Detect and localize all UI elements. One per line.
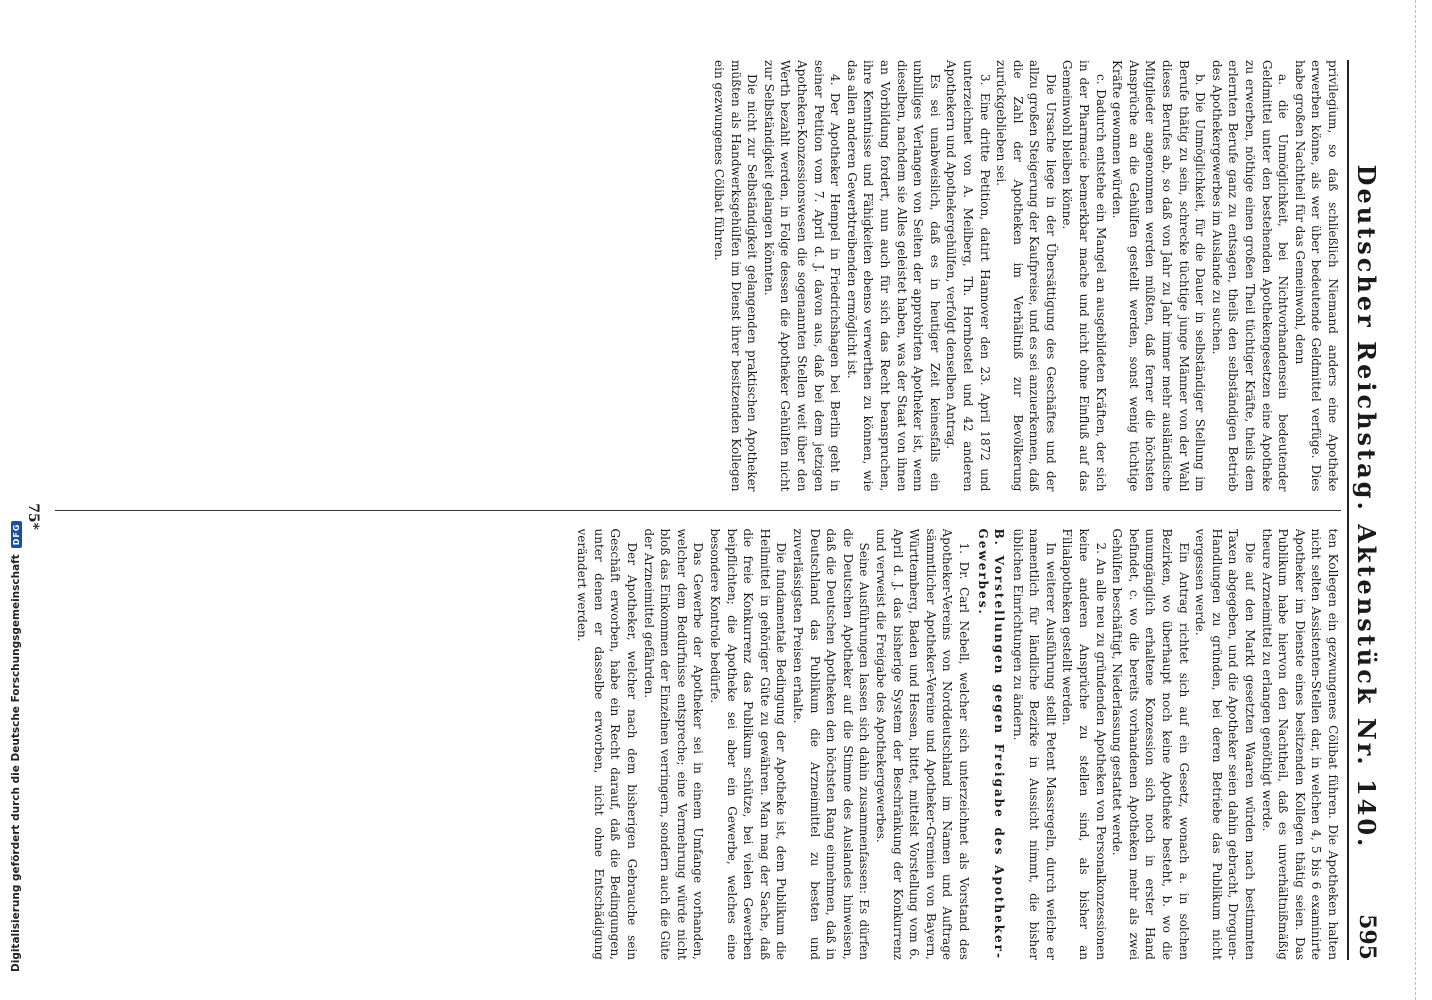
text-columns (55, 60, 1341, 960)
left-paragraph: Die Ursache liege in der Übersättigung des Geschäftes und der allzu großen Steigerung der Kaufpreise, und es sei anzuerkennen, daß die Zahl der Apotheken im Verhältniß zur Bevölkerung zurückgeblieben sei. (994, 60, 1058, 492)
section-heading: B. Vorstellungen gegen Freigabe des Apotheker-Gewerbes. (975, 528, 1007, 960)
right-paragraph: Die fundamentale Bedingung der Apotheke ist, dem Publikum die Heilmittel in gehöriger Güte zu gewähren. Man mag der Sache, daß die freie Konkurrenz das Publikum schütze, bei vielen Gewerben beipflichten; die Apotheke sei aber ein Gewerbe, welches eine besondere Kontrole bedürfe. (708, 528, 789, 960)
left-paragraph: b. Die Unmöglichkeit, für die Dauer in selbständiger Stellung im Berufe thätig zu sein, schrecke tüchtige junge Männer von der Wahl dieses Berufes ab, so daß von Jahr zu Jahr immer mehr ausländische Mitglieder angenommen werden müßten, daß ferner die höchsten Ansprüche an die Gehülfen gestellt werden, sonst wenig tüchtige Kräfte gewonnen würden. (1110, 60, 1208, 492)
right-paragraph: Die auf den Markt gesetzten Waaren würden nach bestimmten Taxen abgegeben, und die Apotheker seien dahin gebracht, Droguen-Handlungen zu gründen, bei deren Betriebe das Publikum nicht vergessen werde. (1193, 528, 1258, 960)
page-title: Deutscher Reichstag. Aktenstück Nr. 140. (1352, 164, 1382, 850)
signature-mark: 75* (25, 503, 41, 530)
left-paragraph: a. die Unmöglichkeit, bei Nichtvorhandensein bedeutender Geldmittel unter den bestehenden Apothekengesetzen eine Apotheke zu erwerben, nöthige einen großen Theil tüchtiger Kräfte, theils dem erlernten Berufe ganz zu entsagen, theils den selbständigen Betrieb des Apothekergewerbes im Auslande zu suchen. (1209, 60, 1291, 492)
right-paragraph: Ein Antrag richtet sich auf ein Gesetz, wonach a. in solchen Bezirken, wo überhaupt noch keine Apotheke besteht, b. wo die unumgänglich erhaltene Konzession sich noch in erster Hand befindet, c. wo die bereits vorhandenen Apotheken mehr als zwei Gehülfen beschäftigt, Niederlassung gestattet werde. (1110, 528, 1191, 960)
scanned-page (25, 0, 1395, 1000)
left-paragraph: privilegium, so daß schließlich Niemand anders eine Apotheke erwerben könne, als wer über bedeutende Geldmittel verfüge. Dies habe großen Nachtheil für das Gemeinwohl, denn (1292, 60, 1340, 492)
column-divider (55, 510, 1341, 511)
right-paragraph: Der Apotheker, welcher nach dem bisherigen Gebrauche sein Geschäft erworben, habe ein Recht darauf, daß die Bedingungen, unter denen er dasselbe erworben, nicht ohne Entschädigung verändert werden. (575, 528, 640, 960)
left-paragraph: 4. Der Apotheker Hempel in Friedrichshagen bei Berlin geht in seiner Petition vom 7. April d. J. davon aus, daß bei dem jetzigen Apotheken-Konzessionswesen die sogenannten Stellen weit über den Werth bezahlt werden, in Folge dessen die Apotheker Gehülfen nicht zur Selbständigkeit gelangen könnten. (761, 60, 843, 492)
left-paragraph: Die nicht zur Selbständigkeit gelangenden praktischen Apotheker müßten als Handwerksgehülfen im Dienst ihrer besitzenden Kollegen ein gezwungenes Cölibat führen. (712, 60, 760, 492)
page-number: 595 (1354, 914, 1380, 960)
right-paragraph: Seine Ausführungen lassen sich dahin zusammenfassen: Es dürfen die Deutschen Apotheker auf die Stimme des Auslandes hinweisen, daß die Deutschen Apotheken den höchsten Rang einnehmen, daß in Deutschland das Publikum die Arzneimittel zu besten und zuverlässigsten Preisen erhalte. (791, 528, 872, 960)
left-paragraph: c. Dadurch entstehe ein Mangel an ausgebildeten Kräften, der sich in der Pharmacie bemerkbar mache und nicht ohne Einfluß auf das Gemeinwohl bleiben könne. (1060, 60, 1108, 492)
right-paragraph: Das Gewerbe der Apotheker sei in einem Umfange vorhanden, welcher dem Bedürfnisse entspreche; eine Vermehrung würde nicht bloß das Einkommen der Einzelnen verringern, sondern auch die Güte der Arzneimittel gefährden. (641, 528, 706, 960)
digitization-credit (0, 0, 30, 1000)
credit-text: Digitalisierung gefördert durch die Deutsche Forschungsgemeinschaft (10, 554, 22, 972)
right-paragraph: In weiterer Ausführung stellt Petent Massregeln, durch welche er namentlich für ländliche Bezirke in Aussicht nimmt, die bisher üblichen Einrichtungen zu ändern. (1010, 528, 1058, 960)
dfg-logo-icon: DFG (11, 521, 22, 549)
right-column (55, 529, 1341, 961)
right-paragraph: 1. Dr. Carl Nebell, welcher sich unterzeichnet als Vorstand des Apotheker-Vereins von Norddeutschland im Namen und Auftrage sämmtlicher Apotheker-Vereine und Apotheker-Gremien von Bayern, Württemberg, Baden und Hessen, bittet, mittelst Vorstellung vom 6. April d. J. das bisherige System der Beschränkung der Konkurrenz und verweist die Freigabe des Apothekergewerbes. (873, 528, 971, 960)
left-paragraph: Es sei unabweislich, daß es in heutiger Zeit keinesfalls ein unbilliges Verlangen von Seiten der approbirten Apotheker ist, wenn dieselben, nachdem sie Alles geleistet haben, was der Staat von ihnen an Vorbildung fordert, nun auch für sich das Recht beanspruchen, ihre Kenntnisse und Fähigkeiten ebenso verwerthen zu können, wie das allen anderen Gewerbtreibenden ermöglicht ist. (844, 60, 942, 492)
left-paragraph: 3. Eine dritte Petition, datirt Hannover den 23. April 1872 und unterzeichnet von A. Meilberg, Th. Hornbostel und 42 anderen Apothekern und Apothekergehülfen, verfolgt denselben Antrag. (944, 60, 992, 492)
scan-edge-line (1414, 0, 1416, 1000)
left-column (55, 60, 1341, 492)
right-paragraph: ten Kollegen ein gezwungenes Cölibat führen. Die Apotheken halten nicht selten Assistenten-Stellen dar, in welchen 4, 5 bis 6 examinirte Apotheker im Dienste eines besitzenden Kollegen thätig seien. Das Publikum habe hiervon den Nachtheil, daß es unverhältnißmäßig theure Arzneimittel zu erlangen genöthigt werde. (1259, 528, 1340, 960)
right-paragraph: 2. An alle neu zu gründenden Apotheken von Personalkonzessionen keine anderen Ansprüche zu stellen sind, als bisher an Filialapotheken gestellt werden. (1060, 528, 1108, 960)
credit-line (4, 0, 28, 1000)
page-header (1347, 60, 1385, 960)
